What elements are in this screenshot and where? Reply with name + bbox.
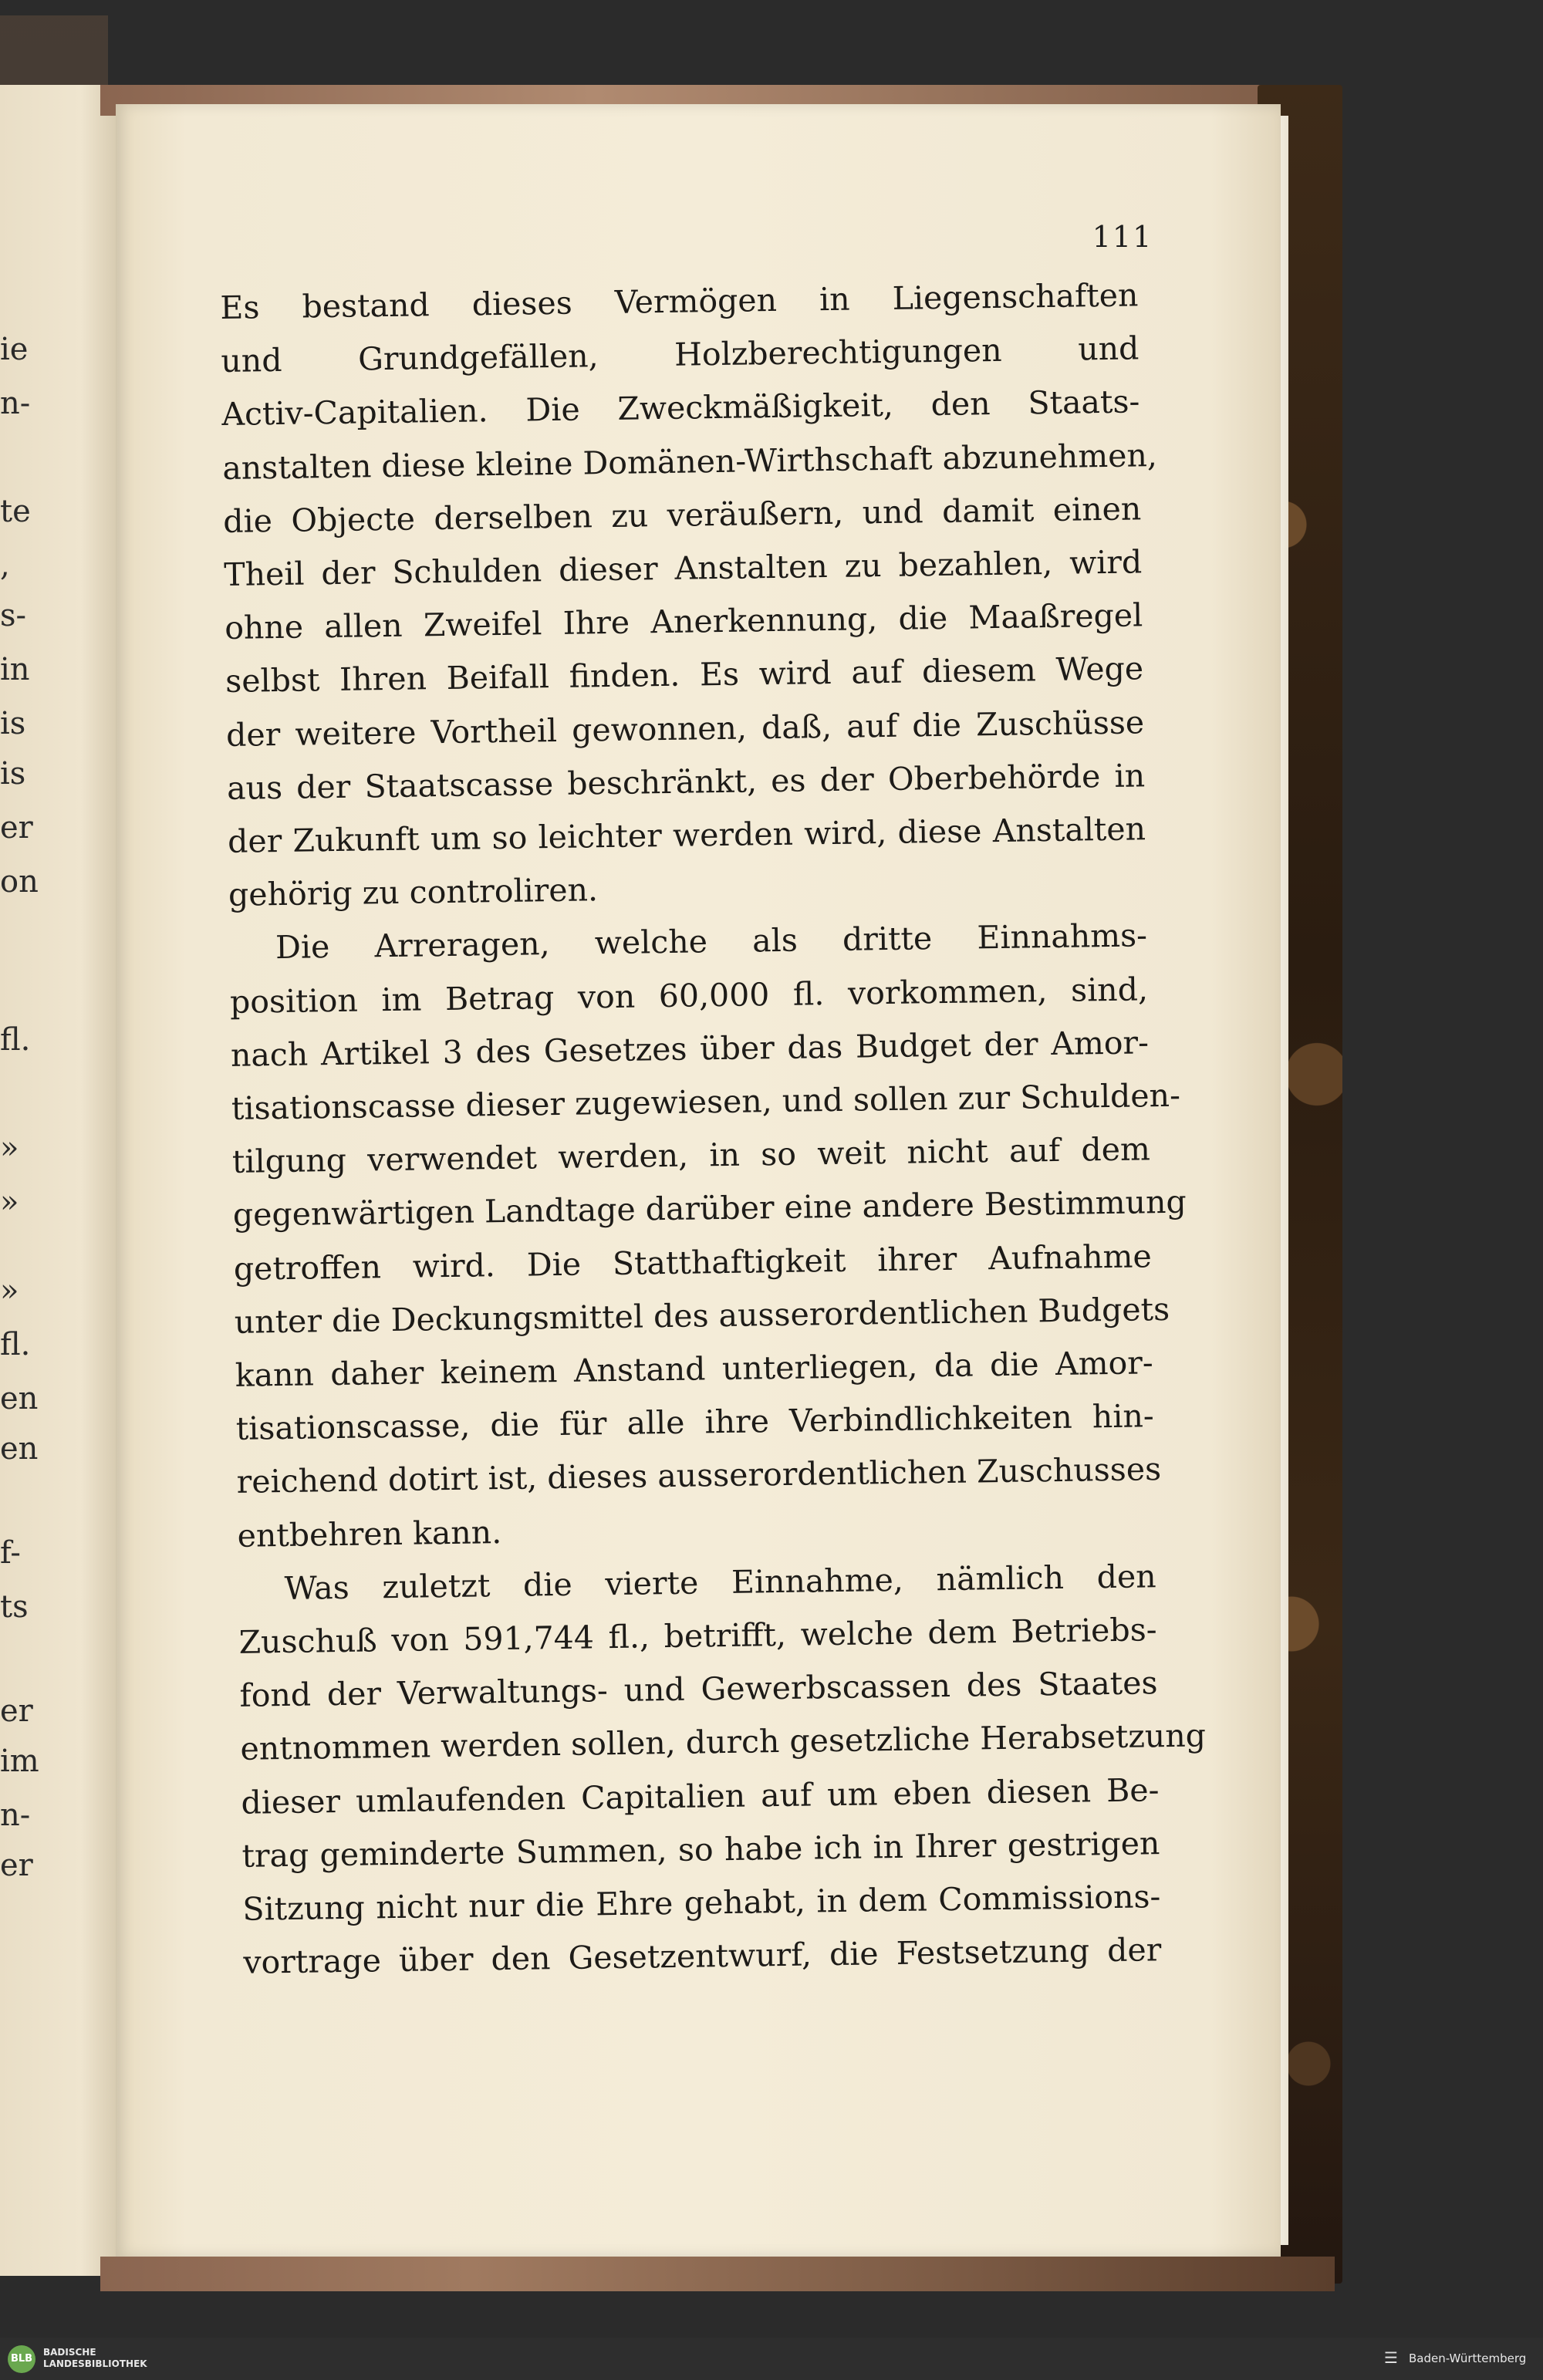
paragraph-1 [220, 268, 1158, 922]
fragment-line: en [0, 1431, 39, 1467]
paragraph-3 [238, 1550, 1207, 1990]
fragment-line: is [0, 756, 26, 792]
text-line: trag geminderte Summen, so habe ich in Ihrer gestrigen [241, 1825, 1160, 1875]
fragment-line: » [0, 1130, 19, 1166]
text-line: gehörig zu controliren. [228, 871, 599, 914]
text-line: der weitere Vortheil gewonnen, daß, auf die Zuschüsse [225, 703, 1145, 754]
text-line: Was zuletzt die vierte Einnahme, nämlich den [284, 1558, 1156, 1607]
text-line: vortrage über den Gesetzentwurf, die Festsetzung der [243, 1931, 1162, 1982]
library-name-line2: LANDESBIBLIOTHEK [43, 2358, 147, 2369]
text-line: position im Betrag von 60,000 fl. vorkommen, sind, [229, 970, 1149, 1021]
fragment-line: fl. [0, 1022, 31, 1058]
fragment-line: ie [0, 332, 29, 367]
text-line: reichend dotirt ist, dieses ausserordentlichen Zuschusses [236, 1450, 1162, 1501]
text-line: und Grundgefällen, Holzberechtigungen und [221, 329, 1140, 380]
text-line: gegenwärtigen Landtage darüber eine andere Bestimmung [232, 1183, 1187, 1234]
fragment-line: in [0, 652, 30, 687]
fragment-line: » [0, 1184, 19, 1220]
text-line: anstalten diese kleine Domänen-Wirthschaft abzunehmen, [222, 436, 1158, 487]
text-line: Activ-Capitalien. Die Zweckmäßigkeit, den Staats- [221, 383, 1140, 434]
fragment-line: » [0, 1273, 19, 1308]
text-line: Die Arreragen, welche als dritte Einnahms- [275, 917, 1148, 967]
bw-coat-of-arms-icon[interactable]: ☰ [1384, 2348, 1398, 2367]
text-line: der Zukunft um so leichter werden wird, diese Anstalten [227, 810, 1146, 860]
text-line: Sitzung nicht nur die Ehre gehabt, in dem Commissions- [242, 1878, 1161, 1928]
text-line: Theil der Schulden dieser Anstalten zu bezahlen, wird [223, 543, 1143, 593]
text-line: getroffen wird. Die Statthaftigkeit ihrer Aufnahme [233, 1237, 1153, 1288]
text-line: fond der Verwaltungs- und Gewerbscassen des Staates [239, 1664, 1158, 1715]
fragment-line: is [0, 706, 26, 741]
blb-logo-icon[interactable]: BLB [8, 2345, 35, 2373]
fragment-line: en [0, 1381, 39, 1416]
fragment-line: f- [0, 1535, 21, 1571]
text-line: die Objecte derselben zu veräußern, und damit einen [223, 490, 1142, 540]
fragment-line: te [0, 494, 31, 529]
fragment-line: on [0, 864, 39, 900]
fragment-line: n- [0, 386, 31, 421]
page-body-text [220, 268, 1207, 1990]
fragment-line: er [0, 810, 33, 846]
text-line: kann daher keinem Anstand unterliegen, da die Amor- [235, 1344, 1154, 1394]
state-name[interactable]: Baden-Württemberg [1409, 2351, 1527, 2365]
library-name[interactable] [43, 2347, 147, 2370]
text-line: tisationscasse, die für alle ihre Verbindlichkeiten hin- [235, 1397, 1154, 1448]
library-name-line1: BADISCHE [43, 2347, 96, 2358]
text-line: Es bestand dieses Vermögen in Liegenschaften [220, 276, 1139, 326]
fragment-line: er [0, 1693, 33, 1729]
fragment-line: im [0, 1744, 39, 1779]
text-line: dieser umlaufenden Capitalien auf um eben diesen Be- [241, 1771, 1160, 1821]
fragment-line: er [0, 1848, 33, 1883]
text-line: entbehren kann. [237, 1513, 502, 1555]
text-line: ohne allen Zweifel Ihre Anerkennung, die Maaßregel [224, 596, 1143, 647]
text-line: nach Artikel 3 des Gesetzes über das Budget der Amor- [230, 1024, 1150, 1074]
text-line: selbst Ihren Beifall finden. Es wird auf diesem Wege [225, 650, 1144, 700]
fragment-line: fl. [0, 1327, 31, 1362]
page-number: 111 [1092, 220, 1153, 254]
previous-page-fragments [0, 85, 46, 2276]
fragment-line: s- [0, 598, 27, 633]
viewer-footer [0, 2338, 1543, 2380]
text-line: entnommen werden sollen, durch gesetzliche Herabsetzung [240, 1717, 1207, 1768]
text-line: tilgung verwendet werden, in so weit nicht auf dem [231, 1130, 1151, 1181]
text-line: unter die Deckungsmittel des ausserordentlichen Budgets [234, 1290, 1170, 1341]
fragment-line: n- [0, 1798, 31, 1833]
fragment-line: ts [0, 1589, 29, 1625]
text-line: aus der Staatscasse beschränkt, es der Oberbehörde in [226, 757, 1146, 807]
fragment-line: , [0, 548, 10, 583]
paragraph-2 [229, 910, 1187, 1563]
cover-bottom-edge [100, 2257, 1335, 2291]
text-line: Zuschuß von 591,744 fl., betrifft, welche dem Betriebs- [238, 1611, 1157, 1661]
text-line: tisationscasse dieser zugewiesen, und sollen zur Schulden- [231, 1076, 1181, 1127]
